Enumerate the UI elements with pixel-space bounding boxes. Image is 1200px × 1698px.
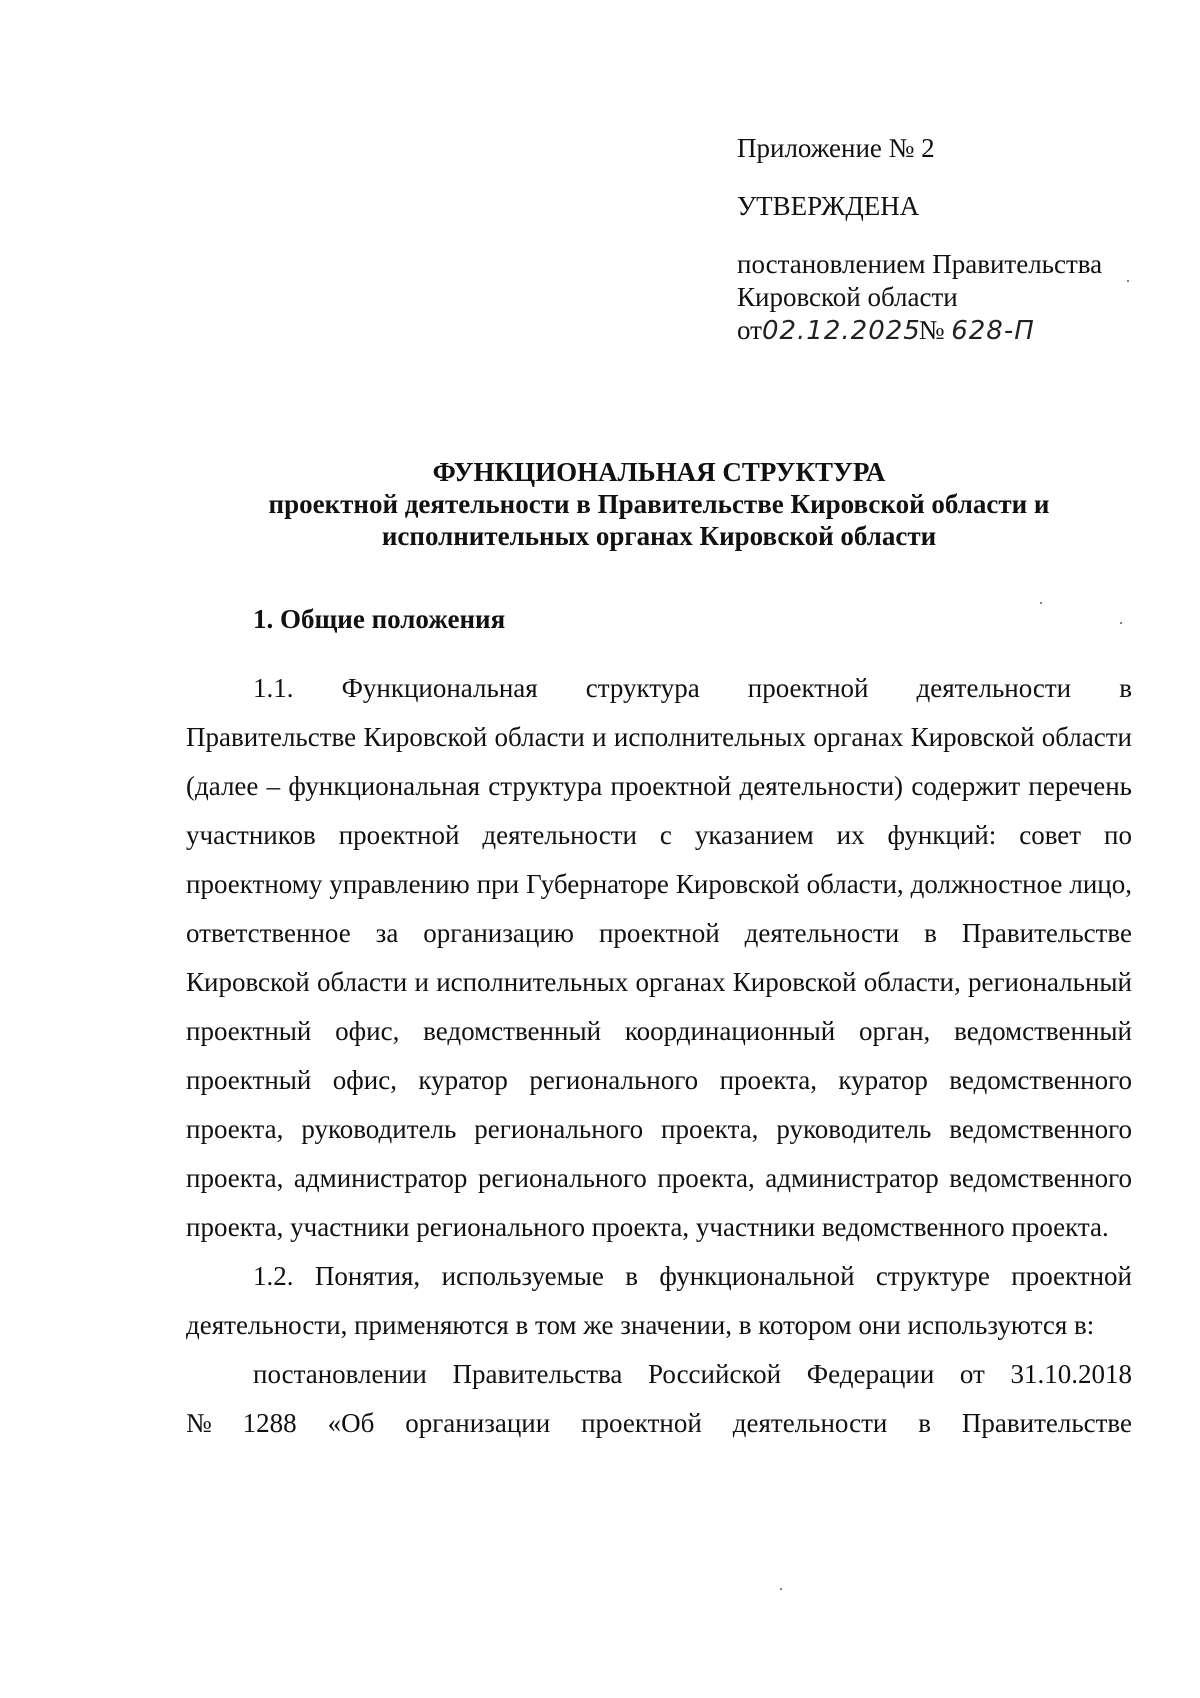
p1-word: в <box>1119 673 1132 703</box>
section-heading: 1. Общие положения <box>253 604 506 634</box>
appendix-label: Приложение № 2 <box>737 133 935 163</box>
handwritten-number: 628-П <box>951 316 1035 346</box>
scan-speck <box>1040 602 1042 604</box>
approval-block <box>737 132 1157 348</box>
p3-word: Правительстве <box>961 1408 1132 1438</box>
title-line-1: ФУНКЦИОНАЛЬНАЯ СТРУКТУРА <box>432 457 886 487</box>
p1-word: Функциональная <box>341 673 538 703</box>
scan-speck <box>1127 280 1129 282</box>
approved-by-line2: Кировской области <box>737 282 958 312</box>
p3-word: в <box>918 1408 931 1438</box>
p1-word: проектной <box>747 673 869 703</box>
title-line-3: исполнительных органах Кировской области <box>381 521 937 551</box>
title-line-2: проектной деятельности в Правительстве Кировской области и <box>268 489 1050 519</box>
p3-word: организации <box>405 1408 551 1438</box>
scan-speck <box>1120 622 1122 624</box>
number-prefix: № <box>918 315 945 345</box>
body-text <box>186 664 1132 1448</box>
date-prefix: от <box>737 315 762 345</box>
scan-speck <box>780 1588 782 1590</box>
p1-word: структура <box>585 673 700 703</box>
approved-by-line1: постановлением Правительства <box>737 249 1103 279</box>
p1-word: деятельности <box>916 673 1072 703</box>
document-title <box>186 456 1132 552</box>
p1-word: 1.1. <box>253 673 294 703</box>
paragraph-3-line-2 <box>186 1399 1132 1448</box>
paragraph-2-text: 1.2. Понятия, используемые в функциональной структуре проектной деятельности, применяются в том же значении, в котором они используются в: <box>186 1261 1132 1340</box>
paragraph-1-first-row <box>186 664 1132 713</box>
p3-word: проектной <box>581 1408 702 1438</box>
approved-label: УТВЕРЖДЕНА <box>737 191 920 221</box>
p3-word: «Об <box>327 1408 375 1438</box>
paragraph-3-line-1: постановлении Правительства Российской Федерации от 31.10.2018 <box>253 1359 1132 1389</box>
p3-word: деятельности <box>732 1408 888 1438</box>
paragraph-1-text: Правительстве Кировской области и исполнительных органах Кировской области (далее – функциональная структура проектной деятельности) содержит перечень участников проектной деятельности с указанием их функций: совет по проектному управлению при Губернаторе Кировской области, должностное лицо, ответственное за организацию проектной деятельности в Правительстве Кировской области и исполнительных органах Кировской области, региональный проектный офис, ведомственный координационный орган, ведомственный проектный офис, куратор регионального проекта, куратор ведомственного проекта, руководитель регионального проекта, руководитель ведомственного проекта, администратор регионального проекта, администратор ведомственного проекта, участники регионального проекта, участники ведомственного проекта. <box>186 722 1132 1242</box>
p3-word: 1288 <box>242 1408 297 1438</box>
date-number-line <box>737 314 1157 348</box>
p3-word: № <box>186 1408 212 1438</box>
handwritten-date: 02.12.2025 <box>761 316 921 346</box>
